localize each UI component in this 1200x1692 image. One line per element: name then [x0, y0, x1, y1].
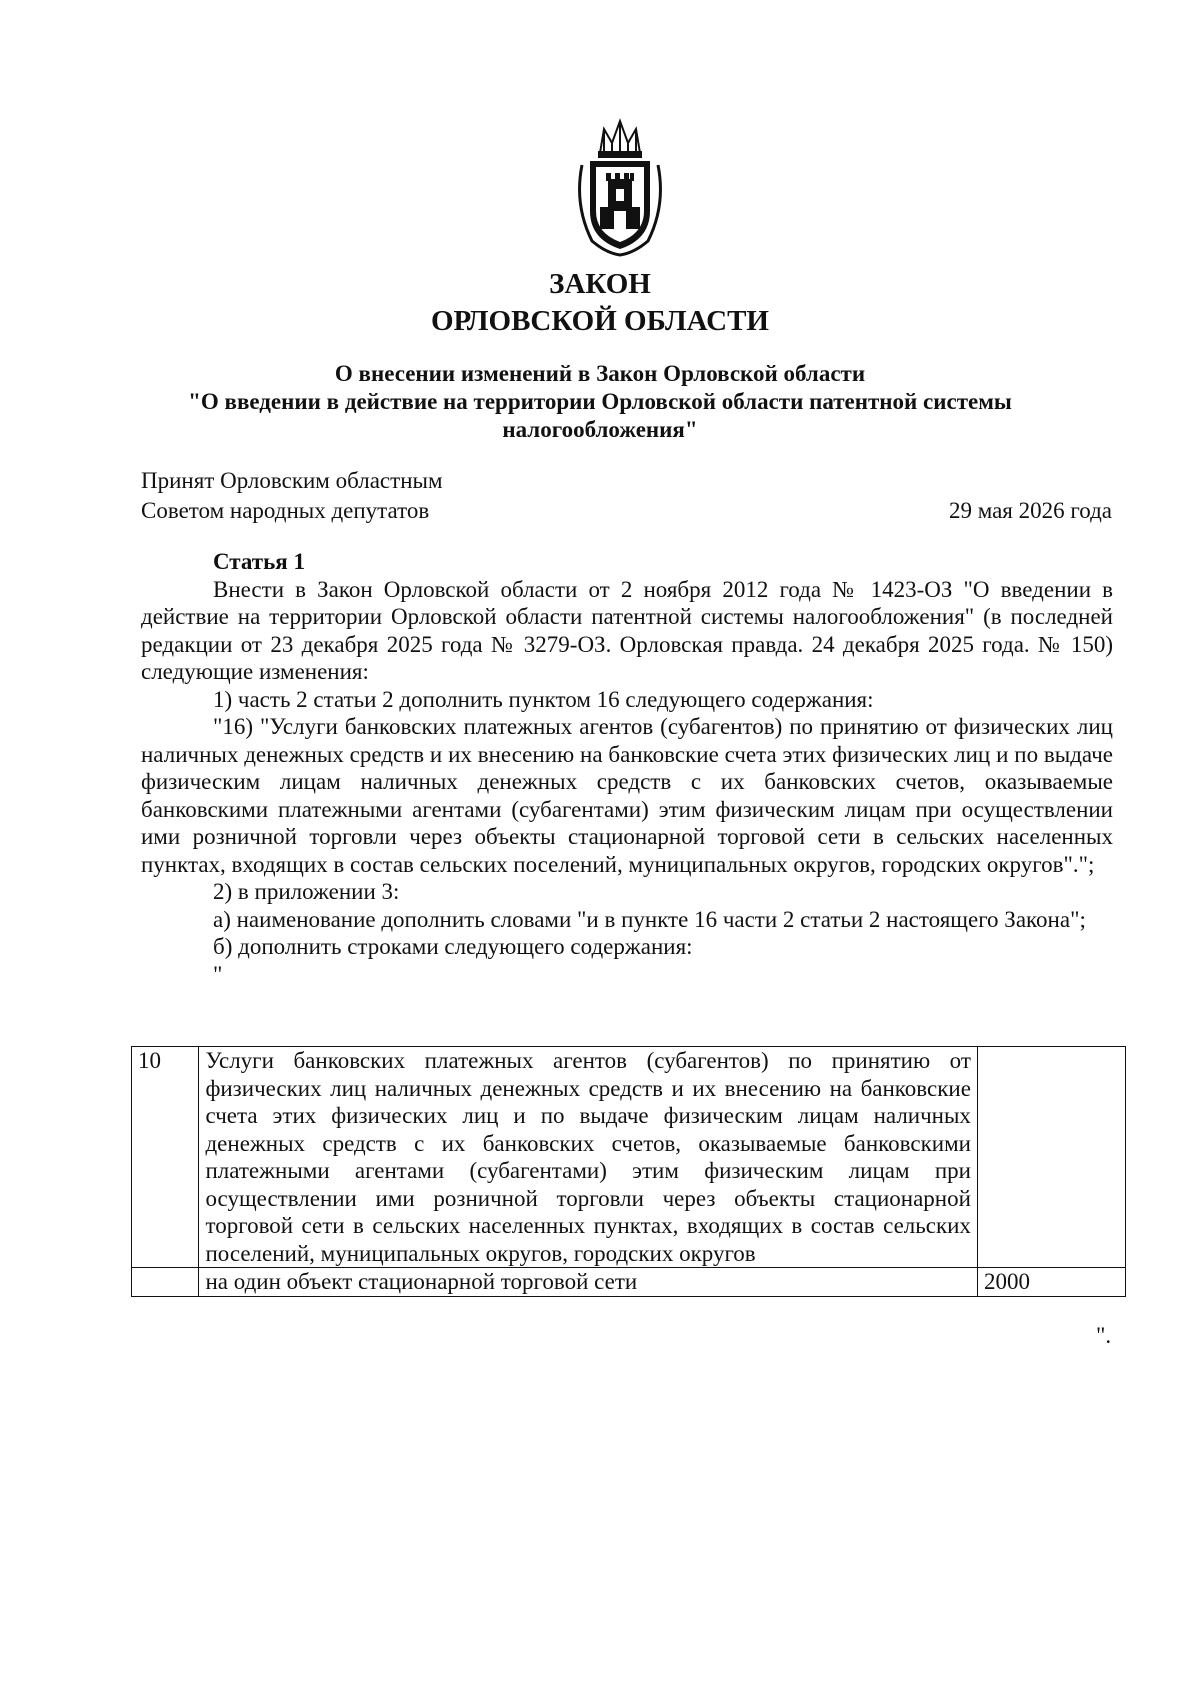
law-title-line1: ЗАКОН: [549, 268, 651, 300]
coat-of-arms-icon: [570, 115, 670, 257]
article-paragraph: Внести в Закон Орловской области от 2 ноября 2012 года № 1423-ОЗ "О введении в действие на территории Орловской области патентной системы налогообложения" (в последней редакции от 23 декабря 2025 года № 3279-ОЗ. Орловская правда. 24 декабря 2025 года. № 150) следующие изменения:: [141, 576, 1113, 684]
table-cell-number: 10: [132, 1047, 199, 1268]
table-cell-service: на один объект стационарной торговой сети: [199, 1268, 977, 1297]
adoption-date: 29 мая 2026 года: [948, 498, 1112, 523]
adoption-line1: Принят Орловским областным: [141, 468, 443, 493]
article-paragraph: а) наименование дополнить словами "и в пункте 16 части 2 статьи 2 настоящего Закона";: [213, 906, 1086, 932]
law-subtitle: [0, 360, 1200, 444]
article-paragraph: 2) в приложении 3:: [213, 879, 400, 904]
table-cell-amount: 2000: [977, 1268, 1125, 1297]
article-body: [141, 548, 1113, 988]
article-paragraph: "16) "Услуги банковских платежных агентов (субагентов) по принятию от физических лиц наличных денежных средств и их внесению на банковские счета этих физических лиц и по выдаче физическим лицам наличных денежных средств с их банковских счетов, оказываемые банковскими платежными агентами (субагентами) этим физическим лицам при осуществлении ими розничной торговли через объекты стационарной торговой сети в сельских населенных пунктах, входящих в состав сельских поселений, муниципальных округов, городских округов".";: [141, 714, 1113, 877]
opening-quote-mark: ": [213, 961, 223, 987]
adoption-line2: Советом народных депутатов: [141, 498, 430, 523]
article-paragraph: б) дополнить строками следующего содержания:: [213, 934, 693, 959]
table-cell-amount: [977, 1047, 1125, 1268]
amendment-table: [131, 1046, 1126, 1297]
law-subtitle-line2: "О введении в действие на территории Орловской области патентной системы: [188, 389, 1012, 414]
law-title: [0, 266, 1200, 340]
table-cell-number: [132, 1268, 199, 1297]
closing-quote-mark: ".: [1096, 1323, 1112, 1348]
article-paragraph: 1) часть 2 статьи 2 дополнить пунктом 16 следующего содержания:: [213, 686, 874, 712]
law-title-line2: ОРЛОВСКОЙ ОБЛАСТИ: [430, 305, 769, 337]
article-heading: Статья 1: [213, 549, 305, 574]
table-cell-service: Услуги банковских платежных агентов (субагентов) по принятию от физических лиц наличных денежных средств и их внесению на банковские счета этих физических лиц и по выдаче физическим лицам наличных денежных средств с их банковских счетов, оказываемые банковскими платежными агентами (субагентами) этим физическим лицам при осуществлении ими розничной торговли через объекты стационарной торговой сети в сельских населенных пунктах, входящих в состав сельских поселений, муниципальных округов, городских округов: [199, 1047, 977, 1268]
coat-of-arms-emblem: [570, 115, 670, 257]
law-subtitle-line3: налогообложения": [502, 417, 698, 442]
adoption-statement: [141, 466, 443, 526]
table-row: [132, 1268, 1126, 1297]
table-row: [132, 1047, 1126, 1268]
law-subtitle-line1: О внесении изменений в Закон Орловской области: [334, 361, 866, 386]
